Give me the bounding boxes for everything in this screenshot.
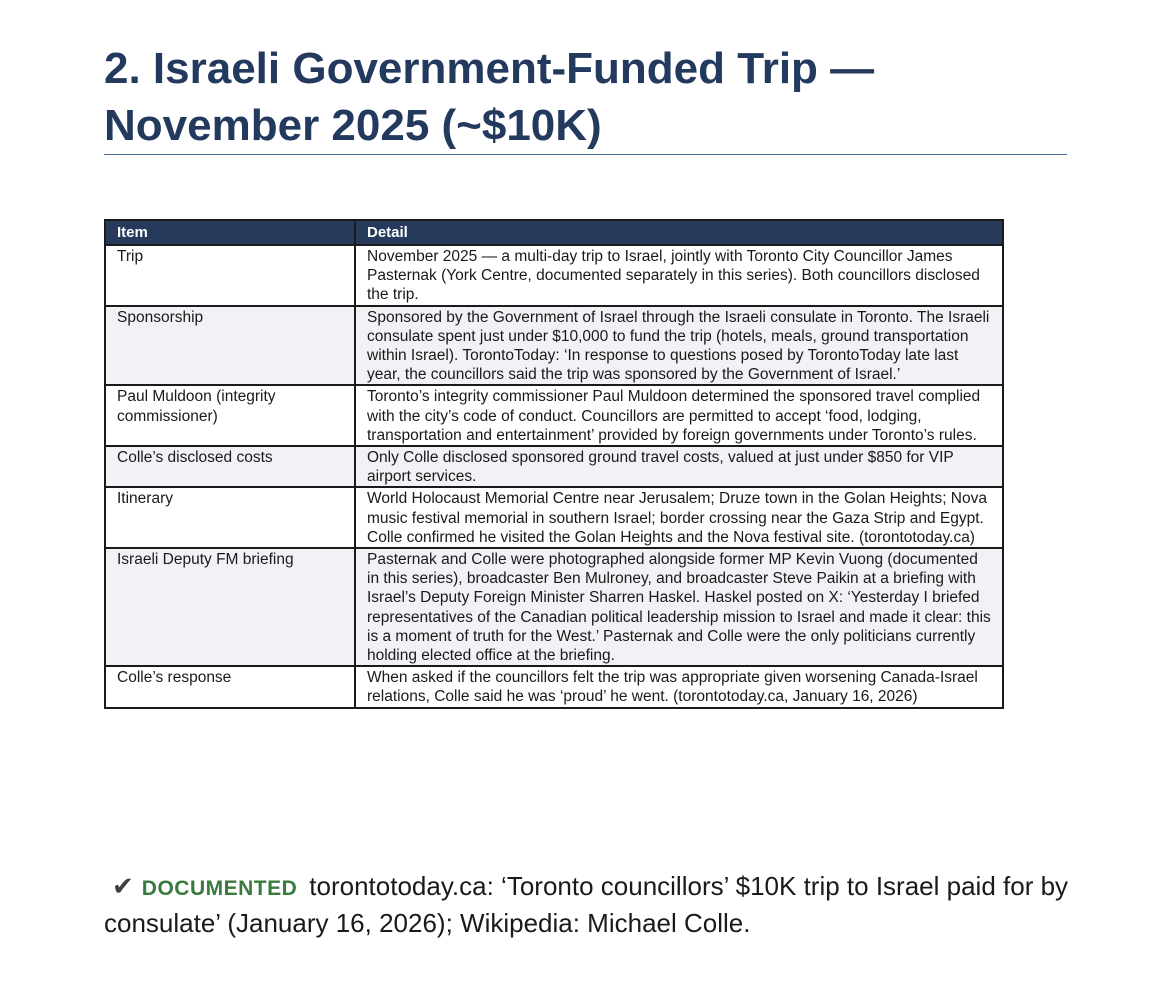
row-detail: When asked if the councillors felt the trip was appropriate given worsening Canada-Israel relations, Colle said he was ‘proud’ he went. (torontotoday.ca, January 16, 2026) xyxy=(355,666,1003,707)
table-row xyxy=(105,245,1003,306)
page-title: 2. Israeli Government-Funded Trip — November 2025 (~$10K) xyxy=(104,44,875,150)
row-item: Sponsorship xyxy=(105,306,355,386)
row-item: Colle’s disclosed costs xyxy=(105,446,355,487)
table-row xyxy=(105,666,1003,707)
source-note xyxy=(104,869,1094,940)
row-detail: Sponsored by the Government of Israel through the Israeli consulate in Toronto. The Israeli consulate spent just under $10,000 to fund the trip (hotels, meals, ground transportation within Israel). TorontoToday: ‘In response to questions posed by TorontoToday late last year, the councillors said the trip was sponsored by the Government of Israel.’ xyxy=(355,306,1003,386)
column-header-detail: Detail xyxy=(355,220,1003,245)
documented-badge: DOCUMENTED xyxy=(141,877,298,900)
row-detail: Toronto’s integrity commissioner Paul Muldoon determined the sponsored travel complied with the city’s code of conduct. Councillors are permitted to accept ‘food, lodging, transportation and entertainment’ provided by foreign governments under Toronto’s rules. xyxy=(355,385,1003,446)
row-detail: World Holocaust Memorial Centre near Jerusalem; Druze town in the Golan Heights; Nova music festival memorial in southern Israel; border crossing near the Gaza Strip and Egypt. Colle confirmed he visited the Golan Heights and the Nova festival site. (torontotoday.ca) xyxy=(355,487,1003,548)
table-row xyxy=(105,446,1003,487)
table-row xyxy=(105,385,1003,446)
check-mark-icon: ✔ xyxy=(112,871,134,901)
column-header-item: Item xyxy=(105,220,355,245)
table-row xyxy=(105,306,1003,386)
detail-table xyxy=(104,219,1004,709)
title-divider xyxy=(104,154,1067,155)
row-detail: November 2025 — a multi-day trip to Israel, jointly with Toronto City Councillor James Pasternak (York Centre, documented separately in this series). Both councillors disclosed the trip. xyxy=(355,245,1003,306)
row-item: Paul Muldoon (integrity commissioner) xyxy=(105,385,355,446)
row-item: Trip xyxy=(105,245,355,306)
row-detail: Only Colle disclosed sponsored ground travel costs, valued at just under $850 for VIP airport services. xyxy=(355,446,1003,487)
table-row xyxy=(105,487,1003,548)
row-detail: Pasternak and Colle were photographed alongside former MP Kevin Vuong (documented in this series), broadcaster Ben Mulroney, and broadcaster Steve Paikin at a briefing with Israel’s Deputy Foreign Minister Sharren Haskel. Haskel posted on X: ‘Yesterday I briefed representatives of the Canadian political leadership mission to Israel and made it clear: this is a moment of truth for the West.’ Pasternak and Colle were the only politicians currently holding elected office at the briefing. xyxy=(355,548,1003,666)
row-item: Itinerary xyxy=(105,487,355,548)
table-header-row xyxy=(105,220,1003,245)
row-item: Colle’s response xyxy=(105,666,355,707)
source-citation: torontotoday.ca: ‘Toronto councillors’ $10K trip to Israel paid for by consulate’ (January 16, 2026); Wikipedia: Michael Colle. xyxy=(104,871,1069,938)
row-item: Israeli Deputy FM briefing xyxy=(105,548,355,666)
table-row xyxy=(105,548,1003,666)
